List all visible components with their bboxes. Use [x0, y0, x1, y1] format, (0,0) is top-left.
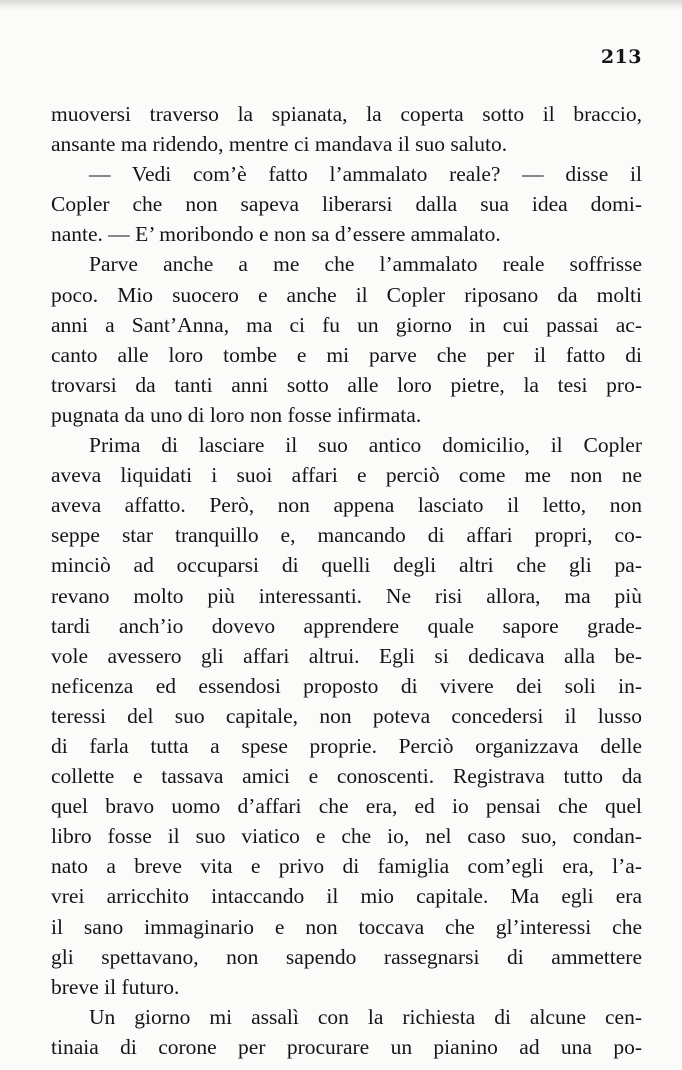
text-line: muoversi traverso la spianata, la coperta sotto il braccio, [51, 102, 642, 126]
body-text [51, 99, 642, 1062]
text-line: minciò ad occuparsi di quelli degli altri che gli pa- [51, 553, 642, 578]
text-line: tardi anch’io dovevo apprendere quale sapore grade- [51, 613, 642, 638]
text-line: nante. — E’ moribondo e non sa d’essere ammalato. [51, 222, 501, 247]
page-number: 213 [600, 46, 642, 68]
text-line: di farla tutta a spese proprie. Perciò organizzava delle [51, 733, 642, 758]
text-line: aveva affatto. Però, non appena lasciato il letto, non [51, 493, 642, 518]
text-line: anni a Sant’Anna, ma ci fu un giorno in cui passai ac- [51, 312, 642, 337]
text-line: tinaia di corone per procurare un pianino ad una po- [51, 1034, 642, 1059]
text-line: — Vedi com’è fatto l’ammalato reale? — disse il [89, 162, 642, 187]
scan-edge [0, 0, 682, 10]
text-line: il sano immaginario e non toccava che gl’interessi che [51, 914, 642, 939]
text-line: canto alle loro tombe e mi parve che per il fatto di [51, 342, 642, 367]
text-line: quel bravo uomo d’affari che era, ed io pensai che quel [51, 794, 642, 819]
text-line: revano molto più interessanti. Ne risi allora, ma più [51, 583, 642, 608]
text-line: vole avessero gli affari altrui. Egli si dedicava alla be- [51, 643, 642, 668]
text-line: neficenza ed essendosi proposto di vivere dei soli in- [51, 673, 642, 698]
text-line: gli spettavano, non sapendo rassegnarsi di ammettere [51, 944, 642, 969]
text-line: vrei arricchito intaccando il mio capitale. Ma egli era [51, 884, 642, 909]
text-line: Copler che non sapeva liberarsi dalla sua idea domi- [51, 192, 642, 217]
text-line: libro fosse il suo viatico e che io, nel caso suo, condan- [51, 824, 642, 849]
text-line: Prima di lasciare il suo antico domicilio, il Copler [89, 433, 642, 458]
text-line: trovarsi da tanti anni sotto alle loro pietre, la tesi pro- [51, 372, 642, 397]
text-line: pugnata da uno di loro non fosse infirmata. [51, 402, 422, 427]
text-line: seppe star tranquillo e, mancando di affari propri, co- [51, 523, 642, 548]
text-line: teressi del suo capitale, non poteva concedersi il lusso [51, 703, 642, 728]
text-line: breve il futuro. [51, 974, 180, 999]
text-line: ansante ma ridendo, mentre ci mandava il suo saluto. [51, 132, 508, 157]
text-line: Un giorno mi assalì con la richiesta di alcune cen- [89, 1004, 642, 1029]
text-line: collette e tassava amici e conoscenti. Registrava tutto da [51, 764, 642, 789]
text-line: nato a breve vita e privo di famiglia com’egli era, l’a- [51, 854, 642, 879]
text-line: poco. Mio suocero e anche il Copler riposano da molti [51, 282, 642, 307]
text-line: aveva liquidati i suoi affari e perciò come me non ne [51, 463, 642, 488]
text-line: Parve anche a me che l’ammalato reale soffrisse [89, 252, 642, 277]
